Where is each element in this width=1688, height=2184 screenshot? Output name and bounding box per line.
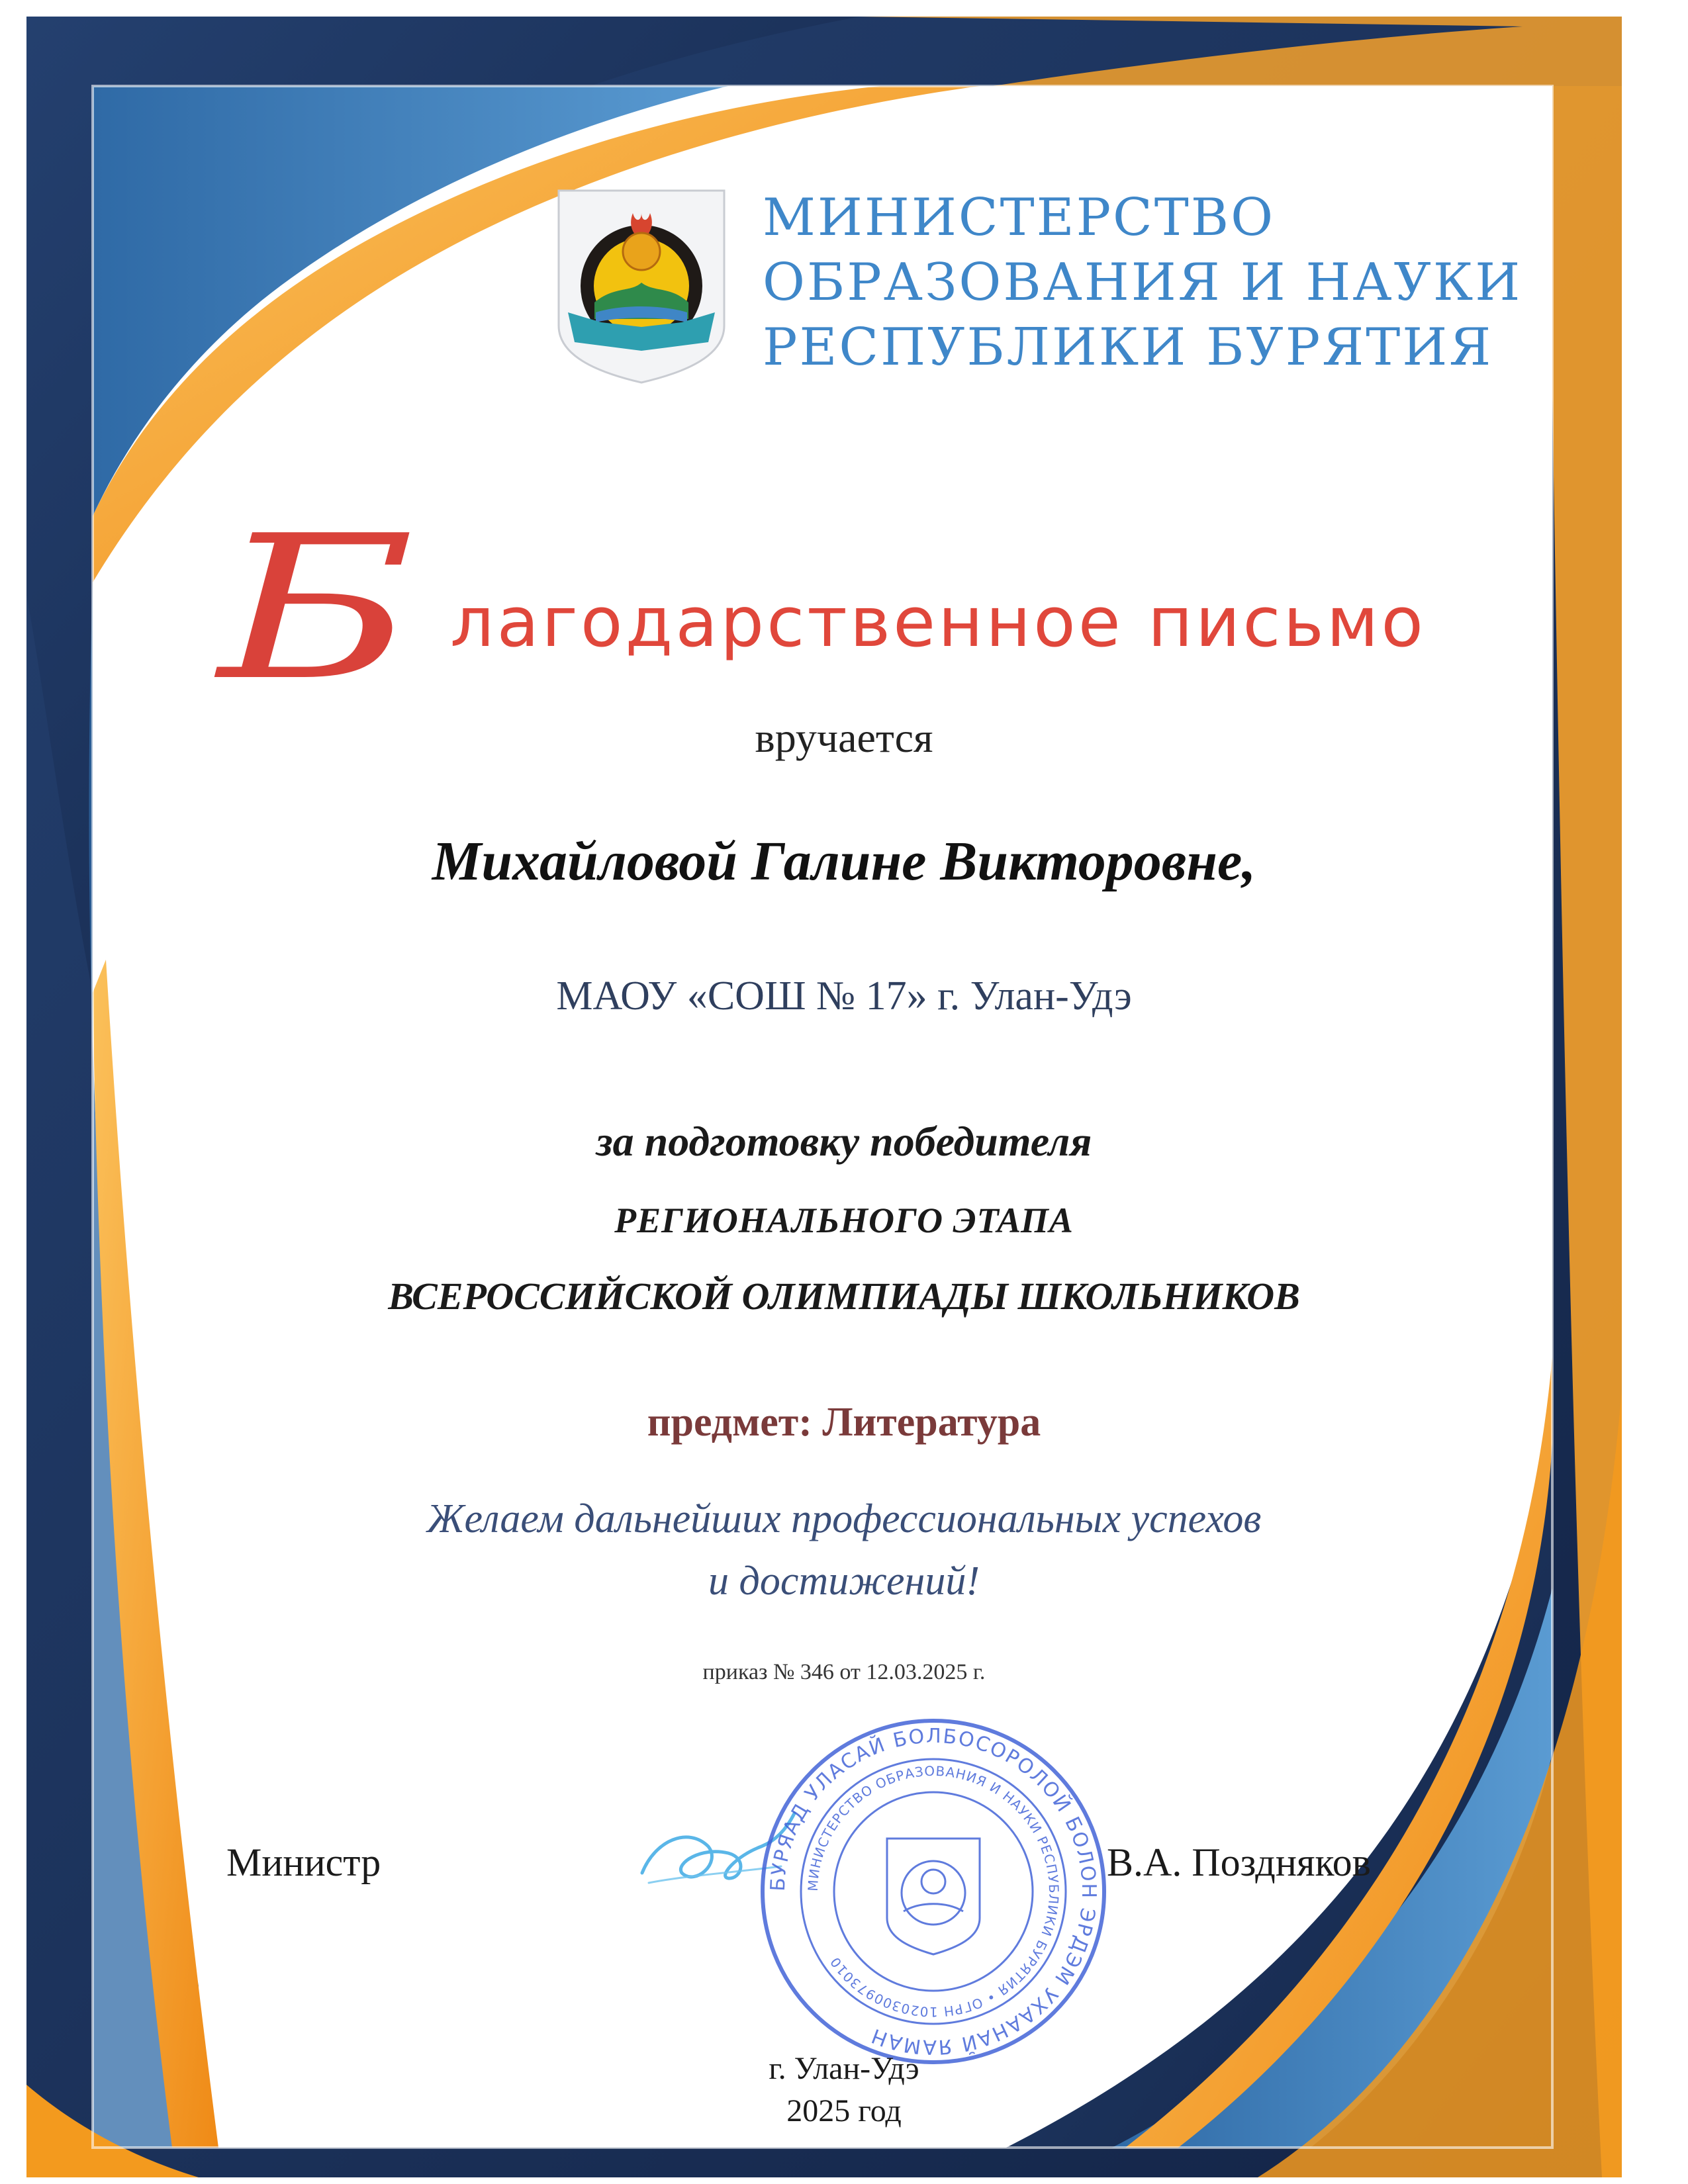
- signatory-name: В.А. Поздняков: [1107, 1841, 1371, 1884]
- document-title: [218, 493, 1476, 724]
- ministry-name-line-1: МИНИСТЕРСТВО: [763, 188, 1276, 248]
- wish-line-1: Желаем дальнейших профессиональных успехов: [426, 1496, 1262, 1541]
- title-initial-letter: Б: [218, 493, 416, 724]
- official-seal-icon: [755, 1713, 1112, 2070]
- signatory-position: Министр: [226, 1841, 381, 1884]
- seal-outer-text: БУРЯАД УЛАСАЙ БОЛБОСОРОЛОЙ БОЛОН ЭРДЭМ УХААНАЙ ЯАМАН: [766, 1724, 1101, 2059]
- recipient-name: Михайловой Галине Викторовне,: [432, 831, 1256, 892]
- reason-line-2: РЕГИОНАЛЬНОГО ЭТАПА: [614, 1201, 1074, 1240]
- footer-year: 2025 год: [786, 2093, 902, 2128]
- seal-inner-text: МИНИСТЕРСТВО ОБРАЗОВАНИЯ И НАУКИ РЕСПУБЛИКИ БУРЯТИЯ • ОГРН 1020300973010: [804, 1762, 1062, 2021]
- reason-line-1: за подготовку победителя: [596, 1118, 1092, 1165]
- ministry-name-line-3: РЕСПУБЛИКИ БУРЯТИЯ: [763, 318, 1493, 377]
- ministry-name-line-2: ОБРАЗОВАНИЯ И НАУКИ: [763, 253, 1523, 312]
- buryatia-emblem-icon: [555, 187, 728, 385]
- school-name: МАОУ «СОШ № 17» г. Улан-Удэ: [556, 974, 1132, 1019]
- order-reference: приказ № 346 от 12.03.2025 г.: [702, 1660, 986, 1684]
- wish-line-2: и достижений!: [708, 1559, 980, 1604]
- reason-line-3: ВСЕРОССИЙСКОЙ ОЛИМПИАДЫ ШКОЛЬНИКОВ: [388, 1275, 1300, 1318]
- title-text: лагодарственное письмо: [450, 582, 1426, 662]
- awarded-label: вручается: [755, 714, 933, 761]
- subject-line: предмет: Литература: [647, 1400, 1041, 1445]
- footer-city: г. Улан-Удэ: [769, 2051, 919, 2086]
